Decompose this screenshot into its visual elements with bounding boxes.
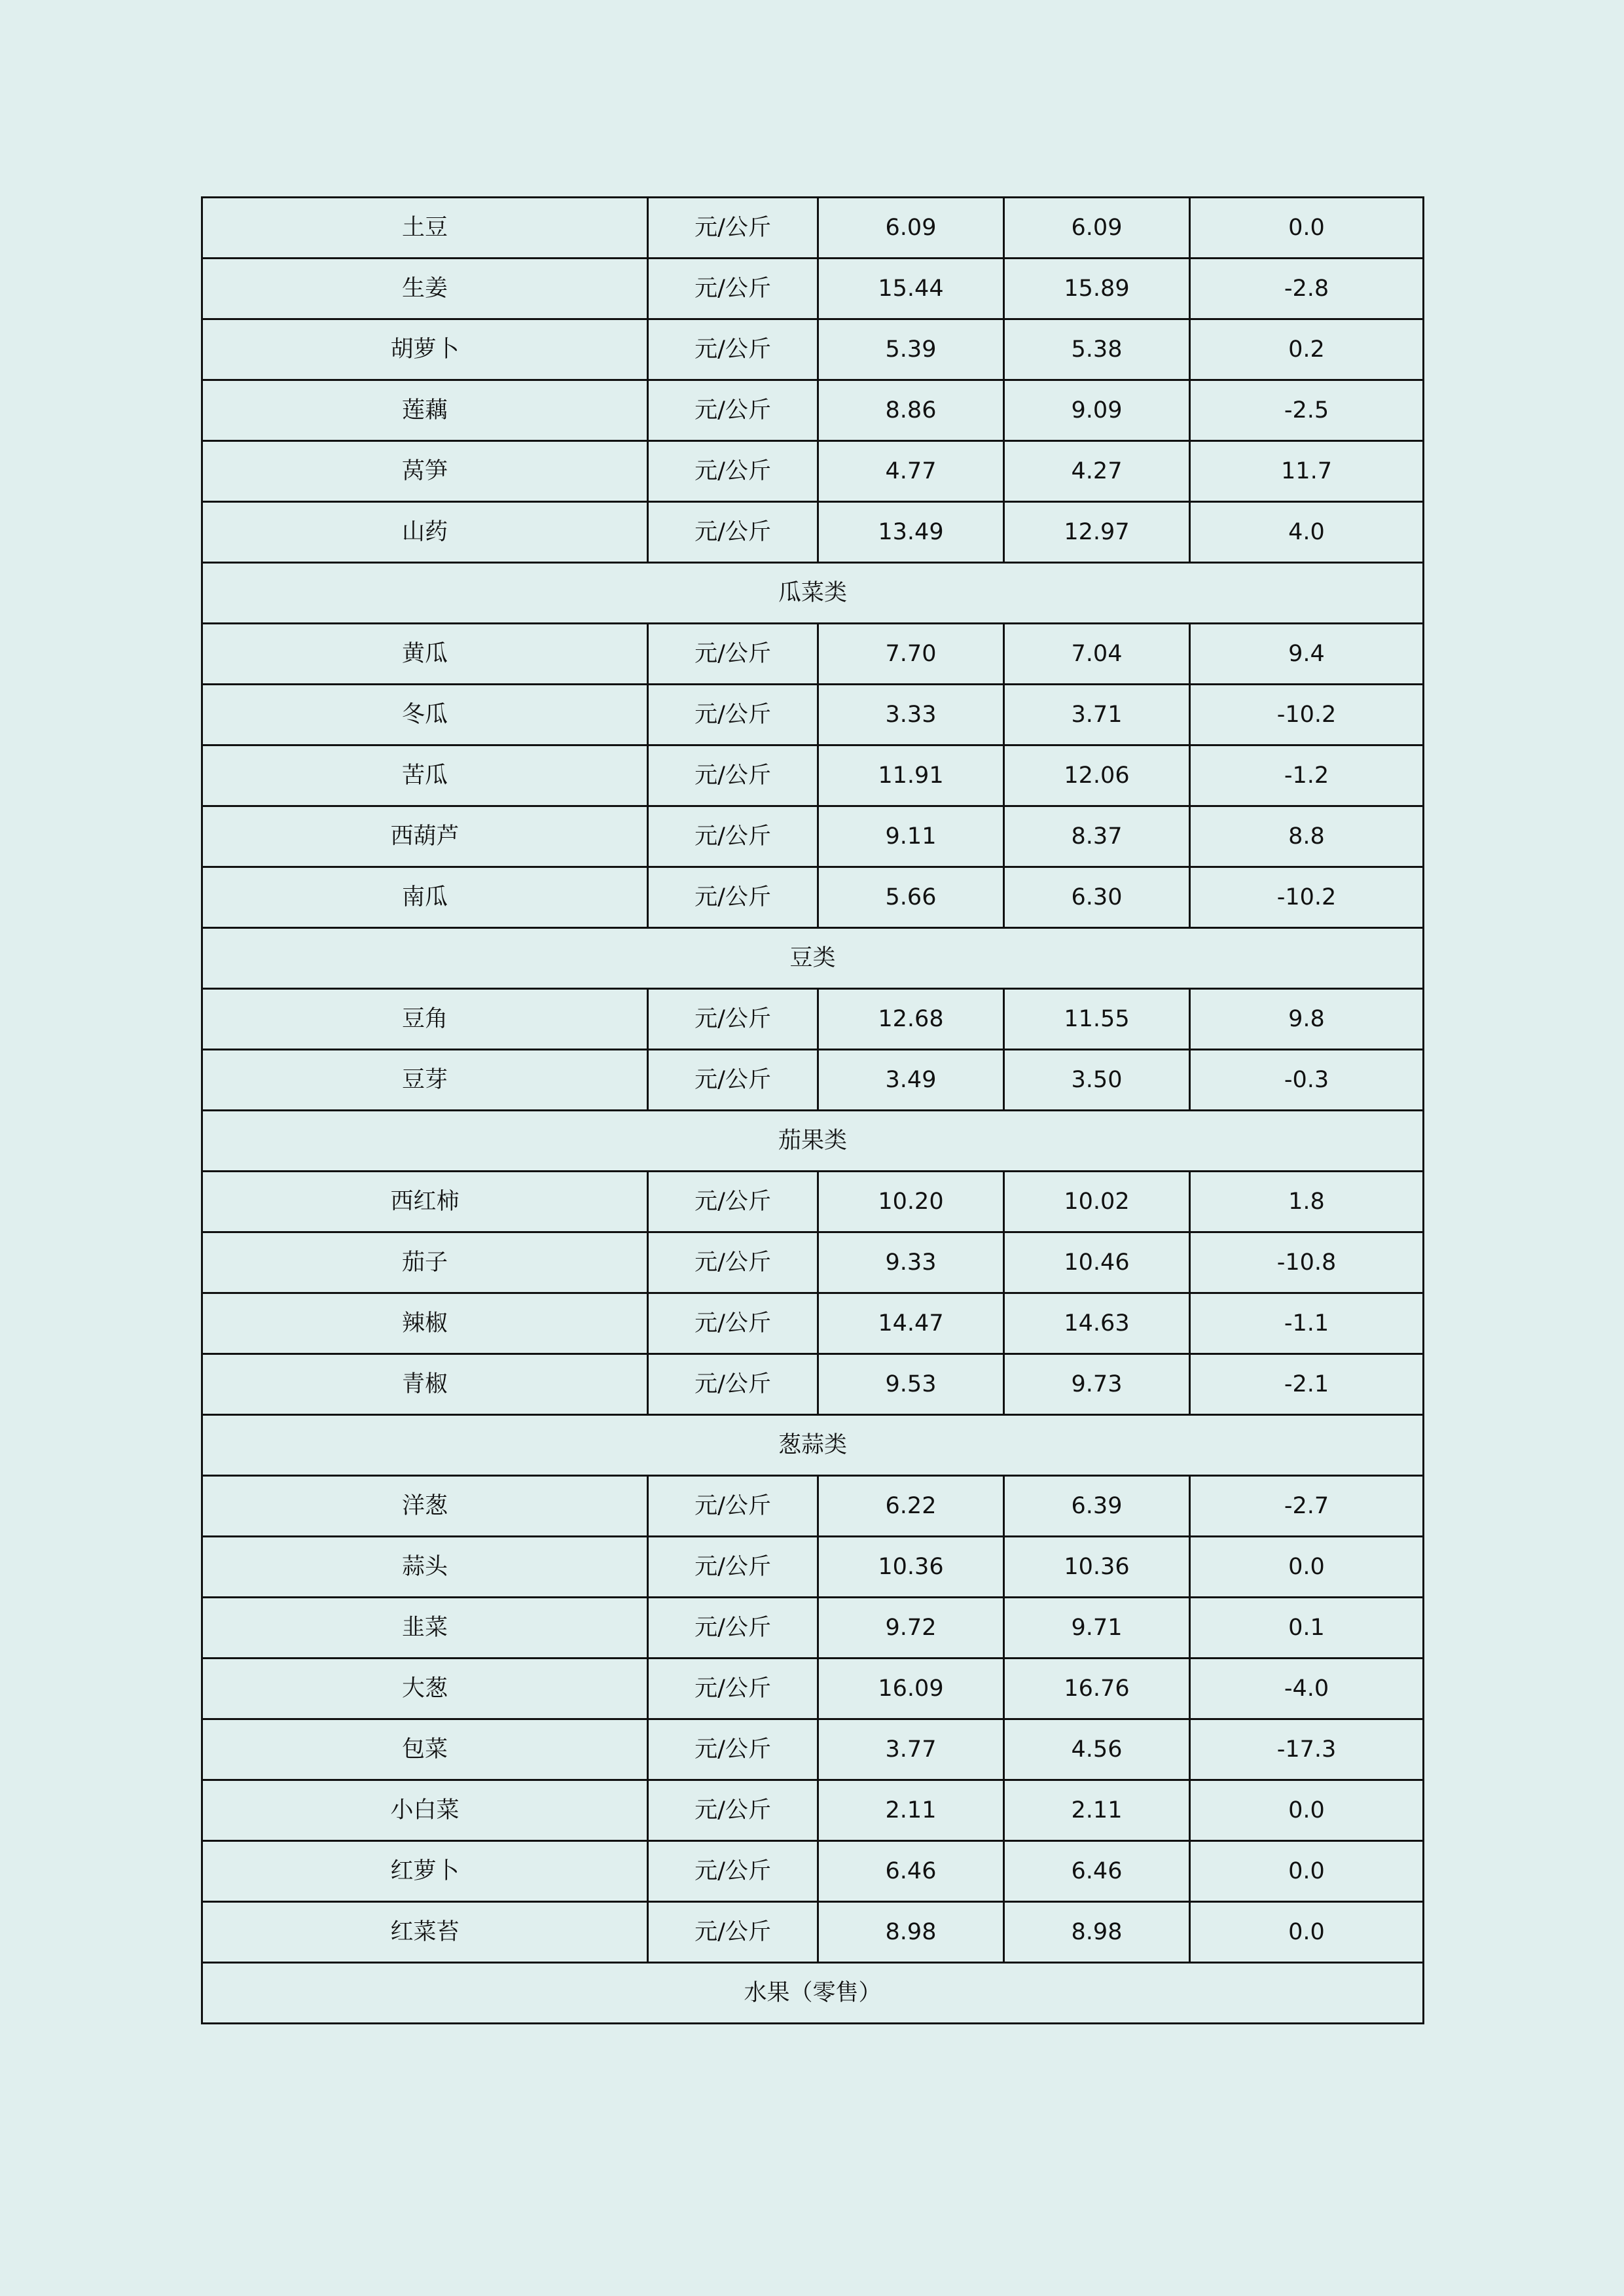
change-percent-cell: 0.0 xyxy=(1190,1537,1424,1598)
current-price-cell: 7.70 xyxy=(818,624,1004,685)
change-percent-cell: 11.7 xyxy=(1190,441,1424,502)
previous-price-cell: 9.71 xyxy=(1004,1598,1190,1659)
table-row xyxy=(202,1902,1424,1963)
unit-cell: 元/公斤 xyxy=(648,989,818,1050)
change-percent-cell: 0.1 xyxy=(1190,1598,1424,1659)
unit-cell: 元/公斤 xyxy=(648,867,818,928)
previous-price-cell: 9.73 xyxy=(1004,1354,1190,1415)
product-name-cell: 红萝卜 xyxy=(202,1841,648,1902)
unit-cell: 元/公斤 xyxy=(648,1232,818,1293)
previous-price-cell: 10.02 xyxy=(1004,1172,1190,1232)
current-price-cell: 10.36 xyxy=(818,1537,1004,1598)
category-label: 葱蒜类 xyxy=(202,1415,1424,1476)
product-name-cell: 茄子 xyxy=(202,1232,648,1293)
previous-price-cell: 7.04 xyxy=(1004,624,1190,685)
product-name-cell: 冬瓜 xyxy=(202,685,648,745)
price-table xyxy=(201,196,1424,2024)
change-percent-cell: -10.2 xyxy=(1190,685,1424,745)
previous-price-cell: 14.63 xyxy=(1004,1293,1190,1354)
unit-cell: 元/公斤 xyxy=(648,745,818,806)
table-row xyxy=(202,867,1424,928)
table-row xyxy=(202,198,1424,259)
change-percent-cell: -1.1 xyxy=(1190,1293,1424,1354)
table-row xyxy=(202,1841,1424,1902)
current-price-cell: 9.33 xyxy=(818,1232,1004,1293)
unit-cell: 元/公斤 xyxy=(648,1050,818,1111)
previous-price-cell: 16.76 xyxy=(1004,1659,1190,1719)
change-percent-cell: -2.7 xyxy=(1190,1476,1424,1537)
change-percent-cell: -10.8 xyxy=(1190,1232,1424,1293)
previous-price-cell: 12.06 xyxy=(1004,745,1190,806)
product-name-cell: 小白菜 xyxy=(202,1780,648,1841)
table-row xyxy=(202,1780,1424,1841)
category-row xyxy=(202,1415,1424,1476)
product-name-cell: 蒜头 xyxy=(202,1537,648,1598)
current-price-cell: 5.66 xyxy=(818,867,1004,928)
current-price-cell: 4.77 xyxy=(818,441,1004,502)
product-name-cell: 山药 xyxy=(202,502,648,563)
previous-price-cell: 6.39 xyxy=(1004,1476,1190,1537)
table-row xyxy=(202,1719,1424,1780)
previous-price-cell: 2.11 xyxy=(1004,1780,1190,1841)
unit-cell: 元/公斤 xyxy=(648,1780,818,1841)
change-percent-cell: -0.3 xyxy=(1190,1050,1424,1111)
current-price-cell: 9.11 xyxy=(818,806,1004,867)
category-row xyxy=(202,563,1424,624)
unit-cell: 元/公斤 xyxy=(648,441,818,502)
current-price-cell: 16.09 xyxy=(818,1659,1004,1719)
previous-price-cell: 5.38 xyxy=(1004,319,1190,380)
unit-cell: 元/公斤 xyxy=(648,624,818,685)
previous-price-cell: 9.09 xyxy=(1004,380,1190,441)
change-percent-cell: 0.0 xyxy=(1190,1902,1424,1963)
table-row xyxy=(202,441,1424,502)
category-row xyxy=(202,1963,1424,2024)
current-price-cell: 3.33 xyxy=(818,685,1004,745)
table-row xyxy=(202,1050,1424,1111)
current-price-cell: 14.47 xyxy=(818,1293,1004,1354)
unit-cell: 元/公斤 xyxy=(648,1659,818,1719)
table-row xyxy=(202,1659,1424,1719)
product-name-cell: 洋葱 xyxy=(202,1476,648,1537)
unit-cell: 元/公斤 xyxy=(648,1841,818,1902)
table-row xyxy=(202,319,1424,380)
product-name-cell: 辣椒 xyxy=(202,1293,648,1354)
product-name-cell: 青椒 xyxy=(202,1354,648,1415)
change-percent-cell: -4.0 xyxy=(1190,1659,1424,1719)
product-name-cell: 豆芽 xyxy=(202,1050,648,1111)
previous-price-cell: 6.09 xyxy=(1004,198,1190,259)
category-row xyxy=(202,1111,1424,1172)
current-price-cell: 6.46 xyxy=(818,1841,1004,1902)
change-percent-cell: -2.5 xyxy=(1190,380,1424,441)
product-name-cell: 大葱 xyxy=(202,1659,648,1719)
unit-cell: 元/公斤 xyxy=(648,380,818,441)
table-row xyxy=(202,1232,1424,1293)
change-percent-cell: 1.8 xyxy=(1190,1172,1424,1232)
table-row xyxy=(202,624,1424,685)
previous-price-cell: 8.37 xyxy=(1004,806,1190,867)
previous-price-cell: 11.55 xyxy=(1004,989,1190,1050)
current-price-cell: 8.98 xyxy=(818,1902,1004,1963)
unit-cell: 元/公斤 xyxy=(648,502,818,563)
previous-price-cell: 4.56 xyxy=(1004,1719,1190,1780)
unit-cell: 元/公斤 xyxy=(648,1902,818,1963)
table-row xyxy=(202,1476,1424,1537)
current-price-cell: 9.53 xyxy=(818,1354,1004,1415)
current-price-cell: 3.49 xyxy=(818,1050,1004,1111)
product-name-cell: 西红柿 xyxy=(202,1172,648,1232)
change-percent-cell: 0.0 xyxy=(1190,1780,1424,1841)
unit-cell: 元/公斤 xyxy=(648,1293,818,1354)
previous-price-cell: 6.46 xyxy=(1004,1841,1190,1902)
table-row xyxy=(202,685,1424,745)
current-price-cell: 15.44 xyxy=(818,259,1004,319)
table-row xyxy=(202,989,1424,1050)
category-label: 水果（零售） xyxy=(202,1963,1424,2024)
unit-cell: 元/公斤 xyxy=(648,806,818,867)
price-table-body xyxy=(202,198,1424,2024)
category-row xyxy=(202,928,1424,989)
change-percent-cell: 0.2 xyxy=(1190,319,1424,380)
change-percent-cell: 9.4 xyxy=(1190,624,1424,685)
current-price-cell: 2.11 xyxy=(818,1780,1004,1841)
product-name-cell: 胡萝卜 xyxy=(202,319,648,380)
unit-cell: 元/公斤 xyxy=(648,685,818,745)
table-row xyxy=(202,745,1424,806)
unit-cell: 元/公斤 xyxy=(648,319,818,380)
category-label: 瓜菜类 xyxy=(202,563,1424,624)
category-label: 茄果类 xyxy=(202,1111,1424,1172)
change-percent-cell: -2.1 xyxy=(1190,1354,1424,1415)
product-name-cell: 土豆 xyxy=(202,198,648,259)
current-price-cell: 6.09 xyxy=(818,198,1004,259)
table-row xyxy=(202,1537,1424,1598)
change-percent-cell: 4.0 xyxy=(1190,502,1424,563)
current-price-cell: 8.86 xyxy=(818,380,1004,441)
product-name-cell: 南瓜 xyxy=(202,867,648,928)
previous-price-cell: 10.36 xyxy=(1004,1537,1190,1598)
table-row xyxy=(202,502,1424,563)
unit-cell: 元/公斤 xyxy=(648,1354,818,1415)
table-row xyxy=(202,1172,1424,1232)
previous-price-cell: 3.71 xyxy=(1004,685,1190,745)
product-name-cell: 莲藕 xyxy=(202,380,648,441)
unit-cell: 元/公斤 xyxy=(648,1172,818,1232)
change-percent-cell: -10.2 xyxy=(1190,867,1424,928)
previous-price-cell: 3.50 xyxy=(1004,1050,1190,1111)
unit-cell: 元/公斤 xyxy=(648,198,818,259)
change-percent-cell: -1.2 xyxy=(1190,745,1424,806)
category-label: 豆类 xyxy=(202,928,1424,989)
change-percent-cell: -17.3 xyxy=(1190,1719,1424,1780)
change-percent-cell: 9.8 xyxy=(1190,989,1424,1050)
unit-cell: 元/公斤 xyxy=(648,1476,818,1537)
product-name-cell: 生姜 xyxy=(202,259,648,319)
previous-price-cell: 4.27 xyxy=(1004,441,1190,502)
previous-price-cell: 12.97 xyxy=(1004,502,1190,563)
product-name-cell: 包菜 xyxy=(202,1719,648,1780)
product-name-cell: 莴笋 xyxy=(202,441,648,502)
current-price-cell: 13.49 xyxy=(818,502,1004,563)
product-name-cell: 豆角 xyxy=(202,989,648,1050)
current-price-cell: 6.22 xyxy=(818,1476,1004,1537)
current-price-cell: 12.68 xyxy=(818,989,1004,1050)
previous-price-cell: 6.30 xyxy=(1004,867,1190,928)
current-price-cell: 9.72 xyxy=(818,1598,1004,1659)
previous-price-cell: 8.98 xyxy=(1004,1902,1190,1963)
table-row xyxy=(202,259,1424,319)
table-row xyxy=(202,806,1424,867)
table-row xyxy=(202,1293,1424,1354)
current-price-cell: 10.20 xyxy=(818,1172,1004,1232)
product-name-cell: 红菜苔 xyxy=(202,1902,648,1963)
change-percent-cell: 0.0 xyxy=(1190,1841,1424,1902)
product-name-cell: 韭菜 xyxy=(202,1598,648,1659)
current-price-cell: 3.77 xyxy=(818,1719,1004,1780)
unit-cell: 元/公斤 xyxy=(648,259,818,319)
unit-cell: 元/公斤 xyxy=(648,1598,818,1659)
table-row xyxy=(202,1598,1424,1659)
previous-price-cell: 15.89 xyxy=(1004,259,1190,319)
table-row xyxy=(202,380,1424,441)
change-percent-cell: -2.8 xyxy=(1190,259,1424,319)
unit-cell: 元/公斤 xyxy=(648,1719,818,1780)
product-name-cell: 西葫芦 xyxy=(202,806,648,867)
product-name-cell: 苦瓜 xyxy=(202,745,648,806)
current-price-cell: 5.39 xyxy=(818,319,1004,380)
change-percent-cell: 8.8 xyxy=(1190,806,1424,867)
unit-cell: 元/公斤 xyxy=(648,1537,818,1598)
previous-price-cell: 10.46 xyxy=(1004,1232,1190,1293)
change-percent-cell: 0.0 xyxy=(1190,198,1424,259)
table-row xyxy=(202,1354,1424,1415)
product-name-cell: 黄瓜 xyxy=(202,624,648,685)
current-price-cell: 11.91 xyxy=(818,745,1004,806)
